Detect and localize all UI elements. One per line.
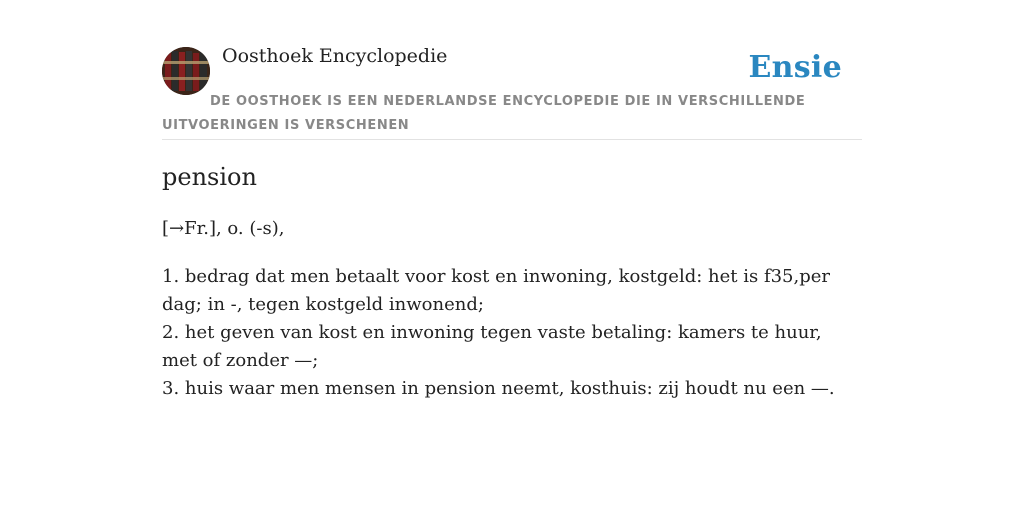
entry-etymology: [→Fr.], o. (-s), [162,218,285,239]
entry-definitions [162,263,862,403]
header [162,0,862,140]
entry-title: pension [162,163,257,191]
site-title-link[interactable]: Oosthoek Encyclopedie [222,45,448,67]
encyclopedia-books-avatar[interactable] [162,47,210,95]
page [162,0,862,399]
definition-item: 3. huis waar men mensen in pension neemt, kosthuis: zij houdt nu een —. [162,378,835,399]
site-tagline: DE OOSTHOEK IS EEN NEDERLANDSE ENCYCLOPEDIE DIE IN VERSCHILLENDE UITVOERINGEN IS VERSCHENEN [162,94,806,133]
books-image [162,47,210,95]
definition-item: 1. bedrag dat men betaalt voor kost en inwoning, kostgeld: het is f35,per dag; in -, tegen kostgeld inwonend; [162,266,831,315]
definition-item: 2. het geven van kost en inwoning tegen vaste betaling: kamers te huur, met of zonder —; [162,322,822,371]
ensie-brand-link[interactable]: Ensie [748,50,842,85]
